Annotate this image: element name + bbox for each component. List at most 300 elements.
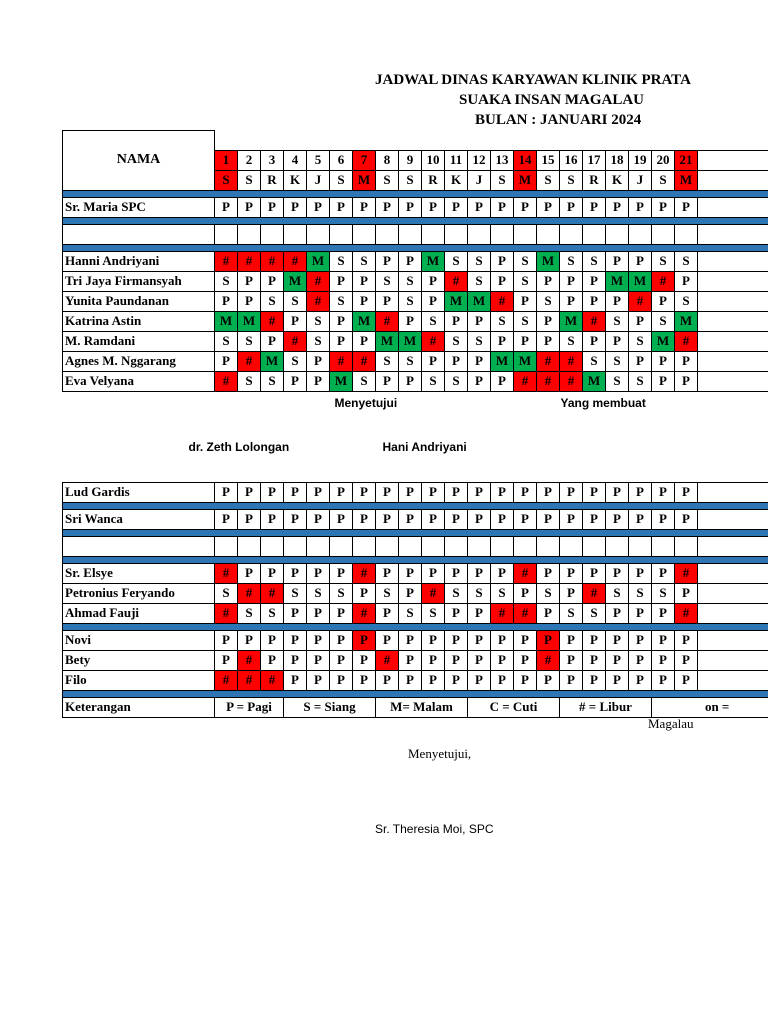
date-header: 11 xyxy=(445,150,468,170)
staff-row xyxy=(63,563,768,583)
shift-cell: S xyxy=(606,351,629,371)
shift-cell: P xyxy=(537,630,560,650)
overflow-cell xyxy=(698,371,768,391)
shift-cell: # xyxy=(261,311,284,331)
footer-place: Magalau xyxy=(648,716,694,731)
shift-cell: P xyxy=(445,509,468,529)
empty-cell xyxy=(422,536,445,556)
shift-cell: # xyxy=(560,371,583,391)
shift-cell: # xyxy=(514,603,537,623)
separator-bar xyxy=(63,529,768,536)
shift-cell: M xyxy=(307,251,330,271)
shift-cell: # xyxy=(675,603,698,623)
shift-cell: # xyxy=(215,603,238,623)
overflow-cell xyxy=(698,291,768,311)
shift-cell: P xyxy=(560,509,583,529)
staff-name: Sri Wanca xyxy=(63,509,215,529)
shift-cell: P xyxy=(629,630,652,650)
empty-cell xyxy=(284,224,307,244)
weekday-header: R xyxy=(583,170,606,190)
shift-cell: S xyxy=(537,291,560,311)
shift-cell: P xyxy=(606,331,629,351)
shift-cell: P xyxy=(468,509,491,529)
shift-cell: S xyxy=(307,311,330,331)
staff-name: Tri Jaya Firmansyah xyxy=(63,271,215,291)
shift-cell: P xyxy=(422,650,445,670)
empty-cell xyxy=(330,536,353,556)
shift-cell: M xyxy=(491,351,514,371)
shift-cell: S xyxy=(606,311,629,331)
shift-cell: M xyxy=(330,371,353,391)
weekday-header: R xyxy=(422,170,445,190)
shift-cell: P xyxy=(353,583,376,603)
legend-item: # = Libur xyxy=(560,697,652,717)
shift-cell: S xyxy=(560,251,583,271)
staff-row xyxy=(63,583,768,603)
legend-item: P = Pagi xyxy=(215,697,284,717)
shift-cell: P xyxy=(583,630,606,650)
shift-cell: P xyxy=(629,603,652,623)
shift-cell: P xyxy=(330,509,353,529)
staff-row xyxy=(63,603,768,623)
shift-cell: P xyxy=(422,563,445,583)
legend-item: on = xyxy=(652,697,768,717)
shift-cell: P xyxy=(675,630,698,650)
weekday-header: K xyxy=(284,170,307,190)
shift-cell: P xyxy=(491,482,514,502)
shift-cell: M xyxy=(261,351,284,371)
shift-cell: P xyxy=(238,291,261,311)
shift-cell: S xyxy=(330,583,353,603)
shift-cell: P xyxy=(629,251,652,271)
shift-cell: P xyxy=(491,563,514,583)
shift-cell: P xyxy=(376,603,399,623)
shift-cell: P xyxy=(468,371,491,391)
shift-cell: P xyxy=(307,197,330,217)
shift-cell: S xyxy=(399,291,422,311)
shift-cell: # xyxy=(261,670,284,690)
empty-cell xyxy=(560,536,583,556)
staff-name: Lud Gardis xyxy=(63,482,215,502)
staff-name: Agnes M. Nggarang xyxy=(63,351,215,371)
staff-row xyxy=(63,271,768,291)
shift-cell: S xyxy=(675,291,698,311)
shift-cell: S xyxy=(422,311,445,331)
shift-cell: P xyxy=(652,351,675,371)
shift-cell: P xyxy=(537,563,560,583)
shift-cell: P xyxy=(491,197,514,217)
shift-cell: P xyxy=(353,291,376,311)
overflow-cell xyxy=(698,311,768,331)
shift-cell: P xyxy=(675,371,698,391)
shift-cell: # xyxy=(238,650,261,670)
weekday-header: M xyxy=(353,170,376,190)
shift-cell: P xyxy=(307,650,330,670)
shift-cell: P xyxy=(215,630,238,650)
shift-cell: # xyxy=(514,371,537,391)
shift-cell: P xyxy=(422,197,445,217)
shift-cell: P xyxy=(399,371,422,391)
shift-cell: P xyxy=(353,630,376,650)
staff-row xyxy=(63,630,768,650)
date-header-overflow xyxy=(698,150,768,170)
date-header: 16 xyxy=(560,150,583,170)
shift-cell: P xyxy=(606,603,629,623)
shift-cell: P xyxy=(606,563,629,583)
shift-cell: S xyxy=(468,271,491,291)
empty-cell xyxy=(698,224,768,244)
shift-cell: P xyxy=(399,630,422,650)
shift-cell: S xyxy=(675,251,698,271)
empty-cell xyxy=(675,536,698,556)
shift-cell: P xyxy=(238,630,261,650)
shift-cell: P xyxy=(330,650,353,670)
overflow-cell xyxy=(698,271,768,291)
shift-cell: P xyxy=(422,291,445,311)
shift-cell: P xyxy=(652,650,675,670)
shift-cell: P xyxy=(353,482,376,502)
shift-cell: P xyxy=(376,291,399,311)
shift-cell: # xyxy=(238,251,261,271)
shift-cell: # xyxy=(215,371,238,391)
shift-cell: P xyxy=(560,291,583,311)
staff-row xyxy=(63,331,768,351)
shift-cell: P xyxy=(353,271,376,291)
shift-cell: M xyxy=(583,371,606,391)
weekday-header: J xyxy=(629,170,652,190)
staff-name: Sr. Elsye xyxy=(63,563,215,583)
shift-cell: P xyxy=(261,509,284,529)
shift-cell: P xyxy=(307,351,330,371)
empty-cell xyxy=(560,224,583,244)
name-column-header: NAMA xyxy=(63,131,215,191)
shift-cell: # xyxy=(353,563,376,583)
month-header-spacer xyxy=(215,131,768,151)
shift-cell: P xyxy=(238,271,261,291)
shift-cell: M xyxy=(399,331,422,351)
shift-cell: P xyxy=(606,670,629,690)
empty-cell xyxy=(583,224,606,244)
shift-cell: P xyxy=(353,670,376,690)
shift-cell: M xyxy=(422,251,445,271)
shift-cell: P xyxy=(399,509,422,529)
shift-cell: P xyxy=(215,291,238,311)
shift-cell: P xyxy=(652,509,675,529)
shift-cell: P xyxy=(261,197,284,217)
shift-cell: S xyxy=(560,331,583,351)
shift-cell: P xyxy=(652,291,675,311)
shift-cell: P xyxy=(560,482,583,502)
schedule-month: BULAN : JANUARI 2024 xyxy=(475,112,642,128)
empty-cell xyxy=(606,536,629,556)
staff-name: Bety xyxy=(63,650,215,670)
shift-cell: P xyxy=(238,563,261,583)
shift-cell: P xyxy=(307,630,330,650)
empty-cell xyxy=(261,224,284,244)
shift-cell: P xyxy=(629,670,652,690)
shift-cell: S xyxy=(445,331,468,351)
sig-approve-label: Menyetujui xyxy=(334,395,398,410)
shift-cell: S xyxy=(445,251,468,271)
shift-cell: P xyxy=(445,630,468,650)
shift-cell: P xyxy=(629,311,652,331)
shift-cell: S xyxy=(514,311,537,331)
separator-bar xyxy=(63,217,768,224)
shift-cell: P xyxy=(491,509,514,529)
weekday-header: S xyxy=(238,170,261,190)
shift-cell: P xyxy=(215,509,238,529)
shift-cell: S xyxy=(468,583,491,603)
shift-cell: P xyxy=(307,603,330,623)
shift-cell: S xyxy=(652,251,675,271)
shift-cell: P xyxy=(491,670,514,690)
shift-cell: P xyxy=(376,670,399,690)
overflow-cell xyxy=(698,251,768,271)
empty-cell xyxy=(468,536,491,556)
shift-cell: P xyxy=(537,331,560,351)
shift-cell: P xyxy=(445,351,468,371)
shift-cell: # xyxy=(284,251,307,271)
shift-cell: S xyxy=(238,603,261,623)
staff-name: Petronius Feryando xyxy=(63,583,215,603)
shift-cell: S xyxy=(353,371,376,391)
empty-cell xyxy=(330,224,353,244)
overflow-cell xyxy=(698,509,768,529)
empty-cell xyxy=(629,224,652,244)
shift-cell: P xyxy=(284,509,307,529)
date-header: 1 xyxy=(215,150,238,170)
shift-cell: P xyxy=(376,563,399,583)
shift-cell: P xyxy=(652,630,675,650)
shift-cell: M xyxy=(606,271,629,291)
shift-cell: P xyxy=(376,197,399,217)
shift-cell: P xyxy=(514,291,537,311)
shift-cell: S xyxy=(422,603,445,623)
shift-cell: P xyxy=(537,670,560,690)
shift-cell: S xyxy=(330,291,353,311)
sig-maker-label: Yang membuat xyxy=(560,395,646,410)
shift-cell: P xyxy=(514,583,537,603)
shift-cell: # xyxy=(238,351,261,371)
shift-cell: P xyxy=(675,351,698,371)
staff-row xyxy=(63,650,768,670)
shift-cell: # xyxy=(261,251,284,271)
shift-cell: P xyxy=(560,583,583,603)
shift-cell: S xyxy=(376,583,399,603)
shift-cell: M xyxy=(675,311,698,331)
overflow-cell xyxy=(698,603,768,623)
shift-cell: P xyxy=(606,650,629,670)
date-header: 19 xyxy=(629,150,652,170)
shift-cell: P xyxy=(491,630,514,650)
shift-cell: P xyxy=(629,351,652,371)
shift-schedule-table xyxy=(62,130,768,718)
empty-cell xyxy=(307,536,330,556)
date-header: 15 xyxy=(537,150,560,170)
shift-cell: S xyxy=(491,311,514,331)
empty-cell xyxy=(445,224,468,244)
shift-cell: # xyxy=(261,583,284,603)
shift-cell: P xyxy=(675,271,698,291)
shift-cell: P xyxy=(422,351,445,371)
shift-cell: # xyxy=(675,563,698,583)
shift-cell: P xyxy=(491,271,514,291)
shift-cell: P xyxy=(537,482,560,502)
separator-bar xyxy=(63,502,768,509)
weekday-header: M xyxy=(514,170,537,190)
shift-cell: P xyxy=(445,197,468,217)
shift-cell: P xyxy=(583,563,606,583)
shift-cell: P xyxy=(606,197,629,217)
empty-cell xyxy=(215,536,238,556)
shift-cell: # xyxy=(560,351,583,371)
shift-cell: P xyxy=(583,482,606,502)
shift-cell: P xyxy=(284,670,307,690)
staff-name: Filo xyxy=(63,670,215,690)
empty-cell xyxy=(376,536,399,556)
empty-cell xyxy=(514,536,537,556)
shift-cell: S xyxy=(537,583,560,603)
shift-cell: P xyxy=(261,331,284,351)
shift-cell: P xyxy=(261,563,284,583)
date-header: 9 xyxy=(399,150,422,170)
empty-cell xyxy=(261,536,284,556)
staff-row xyxy=(63,197,768,217)
shift-cell: # xyxy=(537,650,560,670)
shift-cell: P xyxy=(675,482,698,502)
shift-cell: M xyxy=(215,311,238,331)
shift-cell: P xyxy=(399,482,422,502)
shift-cell: P xyxy=(675,509,698,529)
shift-cell: S xyxy=(307,331,330,351)
empty-cell xyxy=(583,536,606,556)
shift-cell: P xyxy=(468,650,491,670)
weekday-header: J xyxy=(468,170,491,190)
date-header: 17 xyxy=(583,150,606,170)
sig-left-name: dr. Zeth Lolongan xyxy=(188,439,290,454)
empty-cell xyxy=(491,536,514,556)
shift-cell: # xyxy=(422,331,445,351)
shift-cell: S xyxy=(629,371,652,391)
weekday-header: S xyxy=(330,170,353,190)
shift-cell: P xyxy=(537,197,560,217)
shift-cell: M xyxy=(560,311,583,331)
shift-cell: M xyxy=(652,331,675,351)
shift-cell: # xyxy=(514,563,537,583)
legend-item: S = Siang xyxy=(284,697,376,717)
shift-cell: P xyxy=(445,563,468,583)
shift-cell: S xyxy=(215,583,238,603)
separator-bar xyxy=(63,190,768,197)
shift-cell: # xyxy=(376,311,399,331)
shift-cell: P xyxy=(583,197,606,217)
shift-cell: P xyxy=(560,271,583,291)
empty-cell xyxy=(698,536,768,556)
shift-cell: P xyxy=(330,603,353,623)
shift-cell: P xyxy=(583,509,606,529)
date-header: 2 xyxy=(238,150,261,170)
shift-cell: S xyxy=(445,583,468,603)
empty-cell xyxy=(284,536,307,556)
shift-cell: # xyxy=(353,351,376,371)
empty-cell xyxy=(399,224,422,244)
empty-cell xyxy=(307,224,330,244)
separator-bar xyxy=(63,244,768,251)
shift-cell: S xyxy=(399,271,422,291)
weekday-header: K xyxy=(606,170,629,190)
shift-cell: P xyxy=(330,563,353,583)
shift-cell: S xyxy=(399,351,422,371)
date-header: 13 xyxy=(491,150,514,170)
shift-cell: P xyxy=(445,311,468,331)
shift-cell: P xyxy=(422,630,445,650)
shift-cell: # xyxy=(307,291,330,311)
shift-cell: P xyxy=(330,311,353,331)
empty-cell xyxy=(63,224,215,244)
shift-cell: P xyxy=(468,311,491,331)
empty-cell xyxy=(652,224,675,244)
empty-cell xyxy=(491,224,514,244)
shift-cell: P xyxy=(560,630,583,650)
shift-cell: P xyxy=(560,197,583,217)
empty-cell xyxy=(399,536,422,556)
shift-cell: P xyxy=(629,650,652,670)
empty-cell xyxy=(468,224,491,244)
shift-cell: P xyxy=(307,563,330,583)
empty-cell xyxy=(63,536,215,556)
shift-cell: P xyxy=(215,197,238,217)
shift-cell: P xyxy=(284,650,307,670)
shift-cell: P xyxy=(422,670,445,690)
shift-cell: S xyxy=(284,351,307,371)
overflow-cell xyxy=(698,197,768,217)
shift-cell: P xyxy=(583,291,606,311)
empty-cell xyxy=(537,536,560,556)
shift-cell: P xyxy=(399,197,422,217)
shift-cell: M xyxy=(629,271,652,291)
date-header: 8 xyxy=(376,150,399,170)
staff-name: Novi xyxy=(63,630,215,650)
shift-cell: P xyxy=(215,482,238,502)
shift-cell: P xyxy=(606,482,629,502)
shift-cell: P xyxy=(675,670,698,690)
footer-signer-name: Sr. Theresia Moi, SPC xyxy=(375,822,494,836)
shift-cell: # xyxy=(491,291,514,311)
shift-cell: S xyxy=(238,331,261,351)
shift-cell: P xyxy=(422,482,445,502)
shift-cell: # xyxy=(491,603,514,623)
shift-cell: P xyxy=(514,670,537,690)
shift-cell: # xyxy=(307,271,330,291)
shift-cell: P xyxy=(307,509,330,529)
empty-cell xyxy=(238,536,261,556)
shift-cell: P xyxy=(468,351,491,371)
shift-cell: P xyxy=(606,630,629,650)
shift-cell: P xyxy=(468,670,491,690)
separator-bar xyxy=(63,623,768,630)
staff-name: Eva Velyana xyxy=(63,371,215,391)
shift-cell: S xyxy=(261,603,284,623)
sig-right-name: Hani Andriyani xyxy=(382,439,467,454)
shift-cell: S xyxy=(560,603,583,623)
shift-cell: P xyxy=(330,670,353,690)
overflow-cell xyxy=(698,563,768,583)
shift-cell: S xyxy=(284,583,307,603)
shift-cell: P xyxy=(629,509,652,529)
shift-cell: P xyxy=(376,371,399,391)
shift-cell: P xyxy=(284,630,307,650)
empty-cell xyxy=(675,224,698,244)
